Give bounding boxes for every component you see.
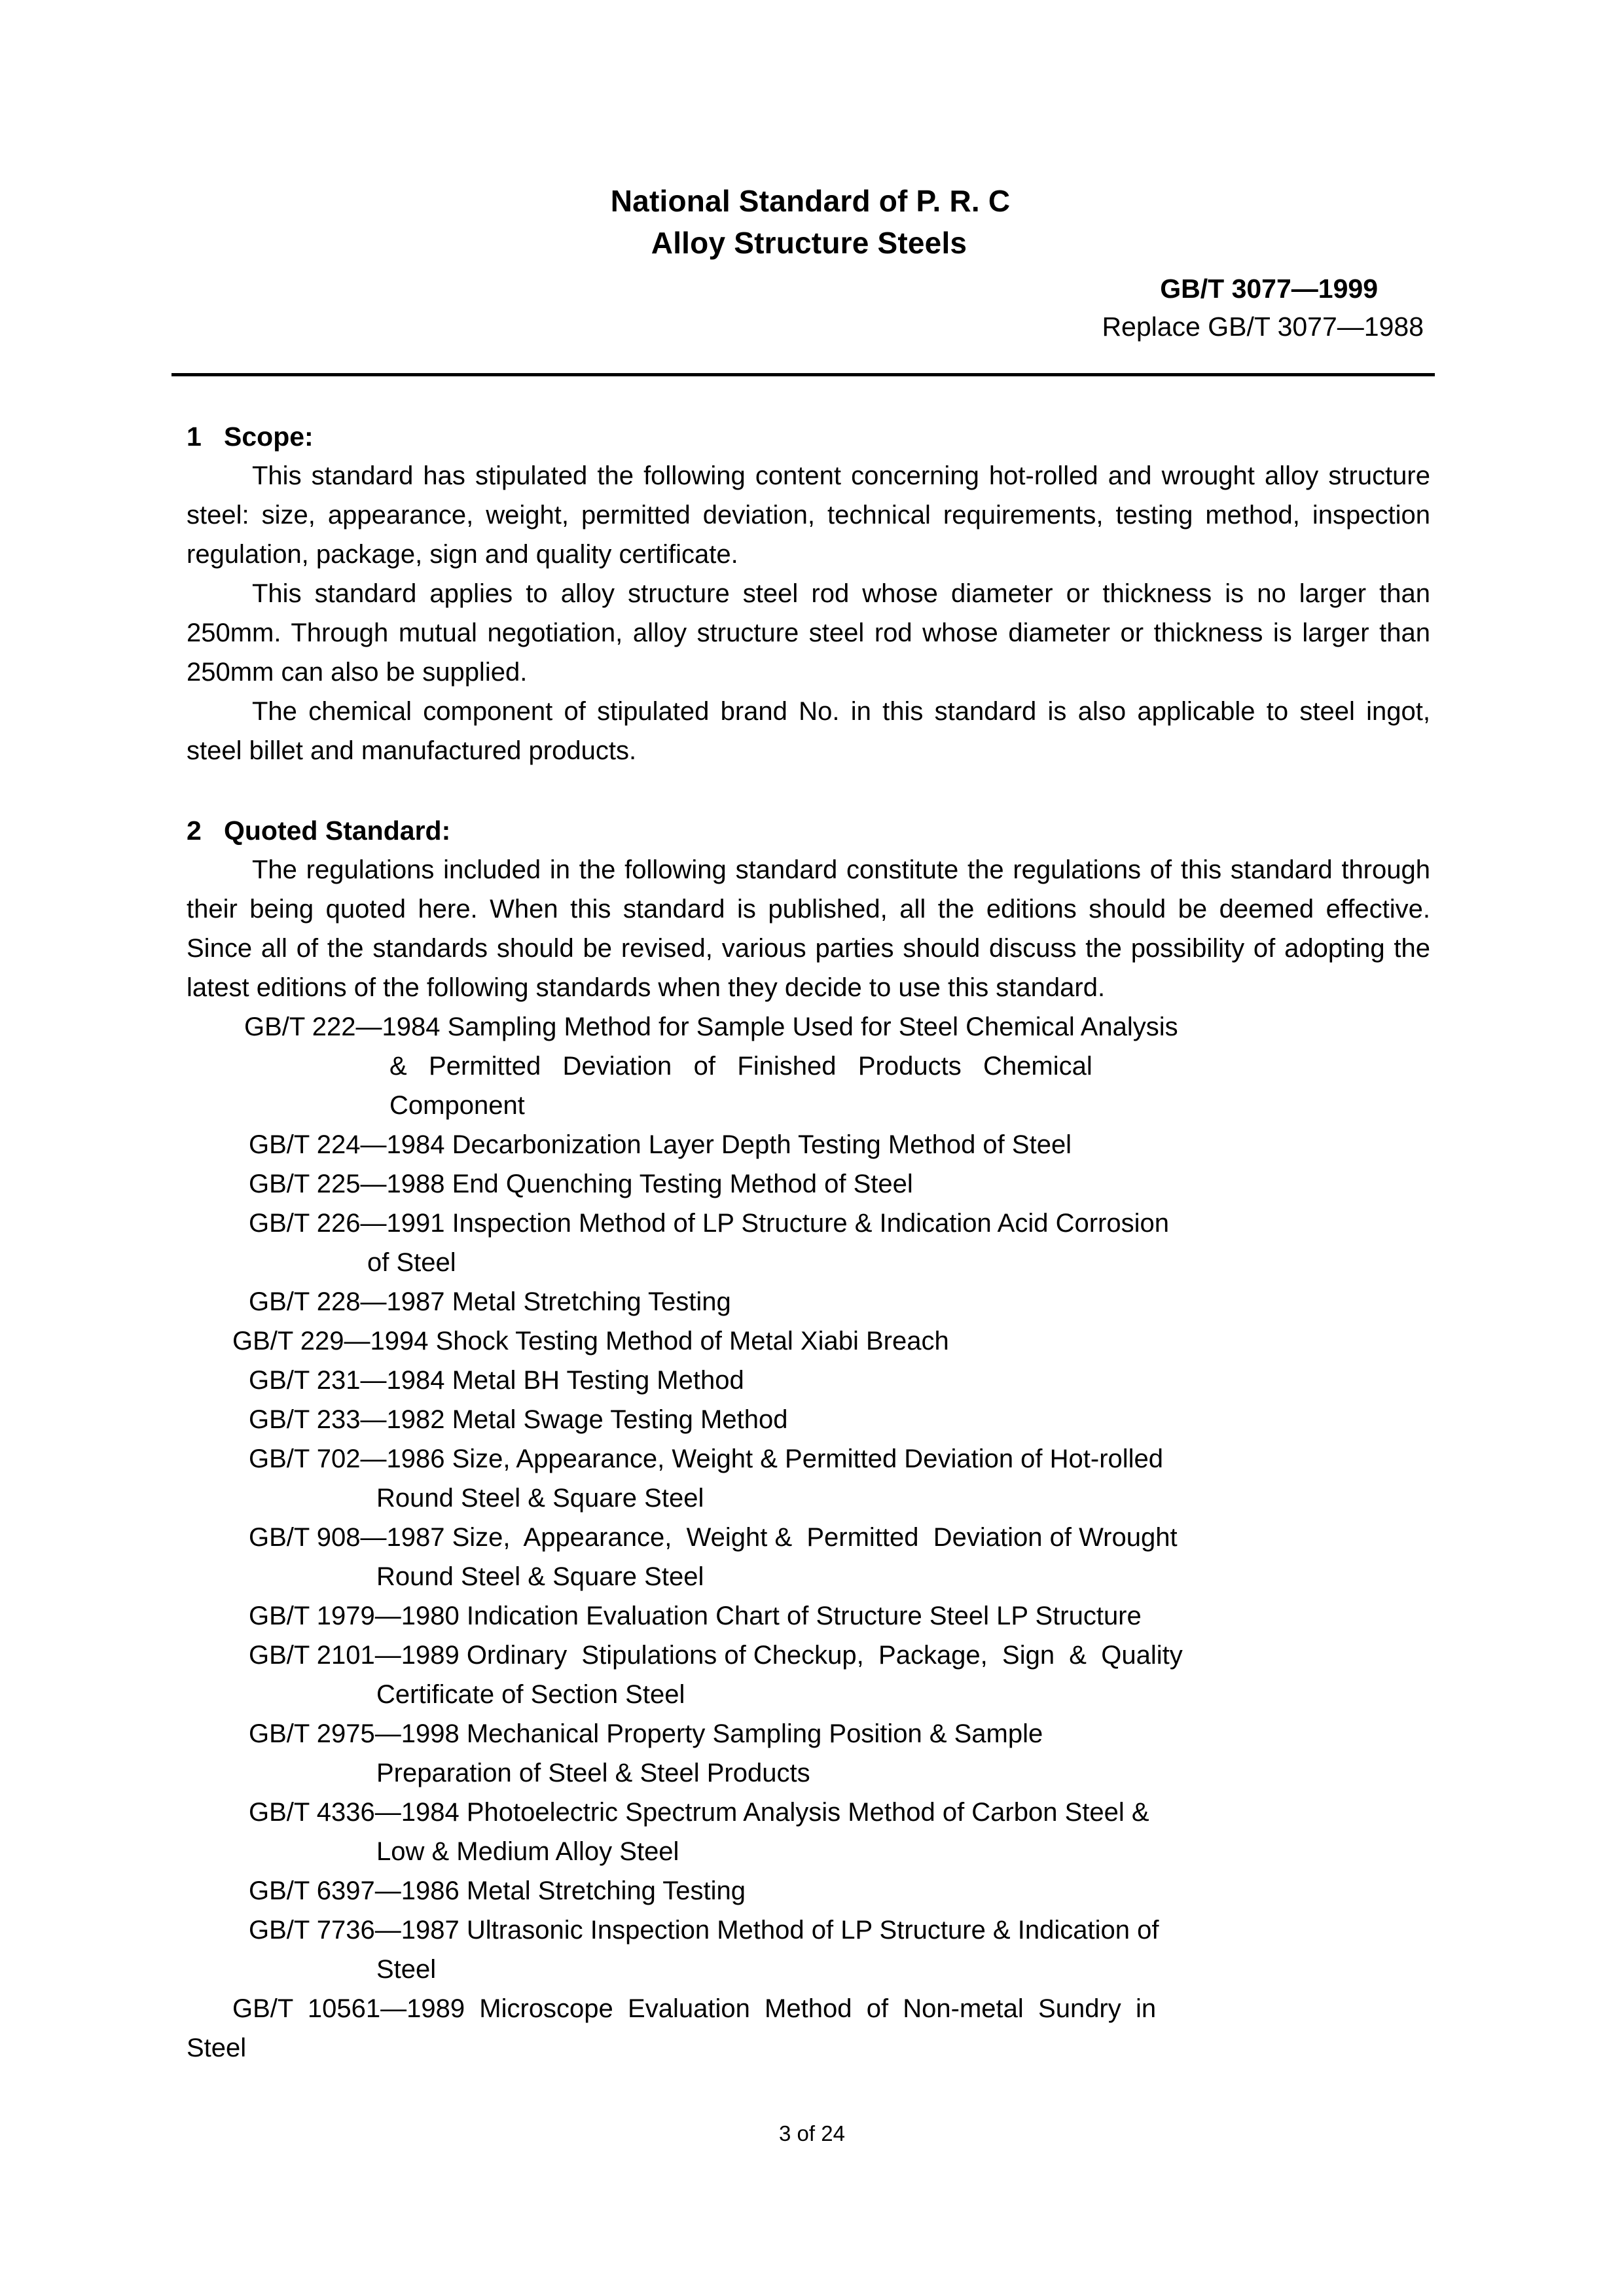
- standard-ref-line: GB/T 908—1987 Size, Appearance, Weight & Permitted Deviation of Wrought: [249, 1523, 1178, 1552]
- document-title-line-1: National Standard of P. R. C: [610, 184, 1011, 218]
- standard-ref-continuation: Low & Medium Alloy Steel: [376, 1837, 679, 1866]
- standard-ref-line: GB/T 6397—1986 Metal Stretching Testing: [249, 1876, 746, 1905]
- section-1-paragraph-1: This standard has stipulated the following content concerning hot-rolled and wrought alloy structure steel: size, appearance, weight, permitted deviation, technical requirements, testing method, inspection regulation, package, sign and quality certificate.: [187, 461, 1430, 569]
- section-1-paragraph-2: This standard applies to alloy structure steel rod whose diameter or thickness is no larger than 250mm. Through mutual negotiation, alloy structure steel rod whose diameter or thickness is larger than 250mm can also be supplied.: [187, 579, 1430, 687]
- standard-ref-line: GB/T 226—1991 Inspection Method of LP Structure & Indication Acid Corrosion: [249, 1209, 1169, 1238]
- standard-ref-continuation: Round Steel & Square Steel: [376, 1484, 704, 1513]
- page-content: [187, 0, 1430, 2068]
- quoted-standard-item: [187, 1910, 1430, 1989]
- standard-ref-continuation: of Steel: [367, 1248, 456, 1277]
- page-number-label: 3 of 24: [779, 2121, 845, 2145]
- standard-replaces: Replace GB/T 3077—1988: [1102, 312, 1424, 342]
- section-2-title: Quoted Standard:: [224, 816, 451, 846]
- standard-ref-continuation: & Permitted Deviation of Finished Products Chemical: [389, 1052, 1092, 1081]
- quoted-standard-item: [187, 1282, 1430, 1321]
- standard-ref-continuation: Steel: [187, 2034, 247, 2062]
- quoted-standard-item: [187, 1361, 1430, 1400]
- page-footer: [0, 2121, 1624, 2147]
- standard-ref-continuation: Round Steel & Square Steel: [376, 1562, 704, 1591]
- standard-ref-line: GB/T 222—1984 Sampling Method for Sample Used for Steel Chemical Analysis: [244, 1013, 1178, 1041]
- quoted-standard-item: [187, 1204, 1430, 1282]
- section-scope: [187, 417, 1430, 770]
- section-1-number: 1: [187, 422, 202, 452]
- quoted-standard-item: [187, 1321, 1430, 1361]
- standard-ref-line: GB/T 233—1982 Metal Swage Testing Method: [249, 1405, 788, 1434]
- standard-ref-line: GB/T 702—1986 Size, Appearance, Weight & Permitted Deviation of Hot-rolled: [249, 1444, 1164, 1473]
- quoted-standard-item: [187, 1400, 1430, 1439]
- quoted-standard-item: [187, 1871, 1430, 1910]
- standard-ref-line: GB/T 228—1987 Metal Stretching Testing: [249, 1287, 731, 1316]
- section-1-title: Scope:: [224, 422, 314, 452]
- section-1-heading: [187, 417, 1430, 456]
- standard-ref-line: GB/T 231—1984 Metal BH Testing Method: [249, 1366, 744, 1395]
- section-2-heading: [187, 811, 1430, 850]
- section-1-paragraph-3: The chemical component of stipulated brand No. in this standard is also applicable to steel ingot, steel billet and manufactured products.: [187, 697, 1430, 765]
- standard-code: GB/T 3077—1999: [1160, 274, 1378, 304]
- quoted-standard-item: [187, 1596, 1430, 1636]
- standard-ref-continuation: Certificate of Section Steel: [376, 1680, 685, 1709]
- standard-ref-line: GB/T 2975—1998 Mechanical Property Sampling Position & Sample: [249, 1719, 1043, 1748]
- standard-ref-line: GB/T 225—1988 End Quenching Testing Method of Steel: [249, 1170, 913, 1198]
- quoted-standard-item: [187, 1793, 1430, 1871]
- standard-ref-line: GB/T 2101—1989 Ordinary Stipulations of Checkup, Package, Sign & Quality: [249, 1641, 1183, 1670]
- quoted-standards-list: [187, 1007, 1430, 2068]
- standard-ref-continuation: Preparation of Steel & Steel Products: [376, 1759, 810, 1787]
- standard-ref-line: GB/T 4336—1984 Photoelectric Spectrum Analysis Method of Carbon Steel &: [249, 1798, 1149, 1827]
- section-2-paragraph-1: The regulations included in the following standard constitute the regulations of this standard through their being quoted here. When this standard is published, all the editions should be deemed effective. Since all of the standards should be revised, various parties should discuss the possibility of adopting the latest editions of the following standards when they decide to use this standard.: [187, 855, 1430, 1002]
- quoted-standard-item: [187, 1714, 1430, 1793]
- quoted-standard-item: [187, 1164, 1430, 1204]
- quoted-standard-item: [187, 1439, 1430, 1518]
- quoted-standard-item: [187, 1636, 1430, 1714]
- section-2-number: 2: [187, 816, 202, 846]
- quoted-standard-item: [187, 1518, 1430, 1596]
- standard-ref-line: GB/T 10561—1989 Microscope Evaluation Method of Non-metal Sundry in: [232, 1994, 1157, 2023]
- document-header: [187, 0, 1430, 376]
- standard-ref-line: GB/T 7736—1987 Ultrasonic Inspection Method of LP Structure & Indication of: [249, 1916, 1159, 1945]
- standard-ref-line: GB/T 224—1984 Decarbonization Layer Depth Testing Method of Steel: [249, 1130, 1072, 1159]
- standard-ref-continuation: Component: [389, 1091, 525, 1120]
- quoted-standard-item: [187, 1125, 1430, 1164]
- standard-ref-line: GB/T 229—1994 Shock Testing Method of Metal Xiabi Breach: [232, 1327, 949, 1355]
- quoted-standard-item: [187, 1989, 1430, 2068]
- standard-ref-line: GB/T 1979—1980 Indication Evaluation Chart of Structure Steel LP Structure: [249, 1602, 1142, 1630]
- standard-ref-continuation: Steel: [376, 1955, 437, 1984]
- section-quoted-standard: [187, 811, 1430, 2068]
- quoted-standard-item: [187, 1007, 1430, 1125]
- header-divider: [171, 373, 1435, 376]
- document-title-line-2: Alloy Structure Steels: [651, 226, 967, 260]
